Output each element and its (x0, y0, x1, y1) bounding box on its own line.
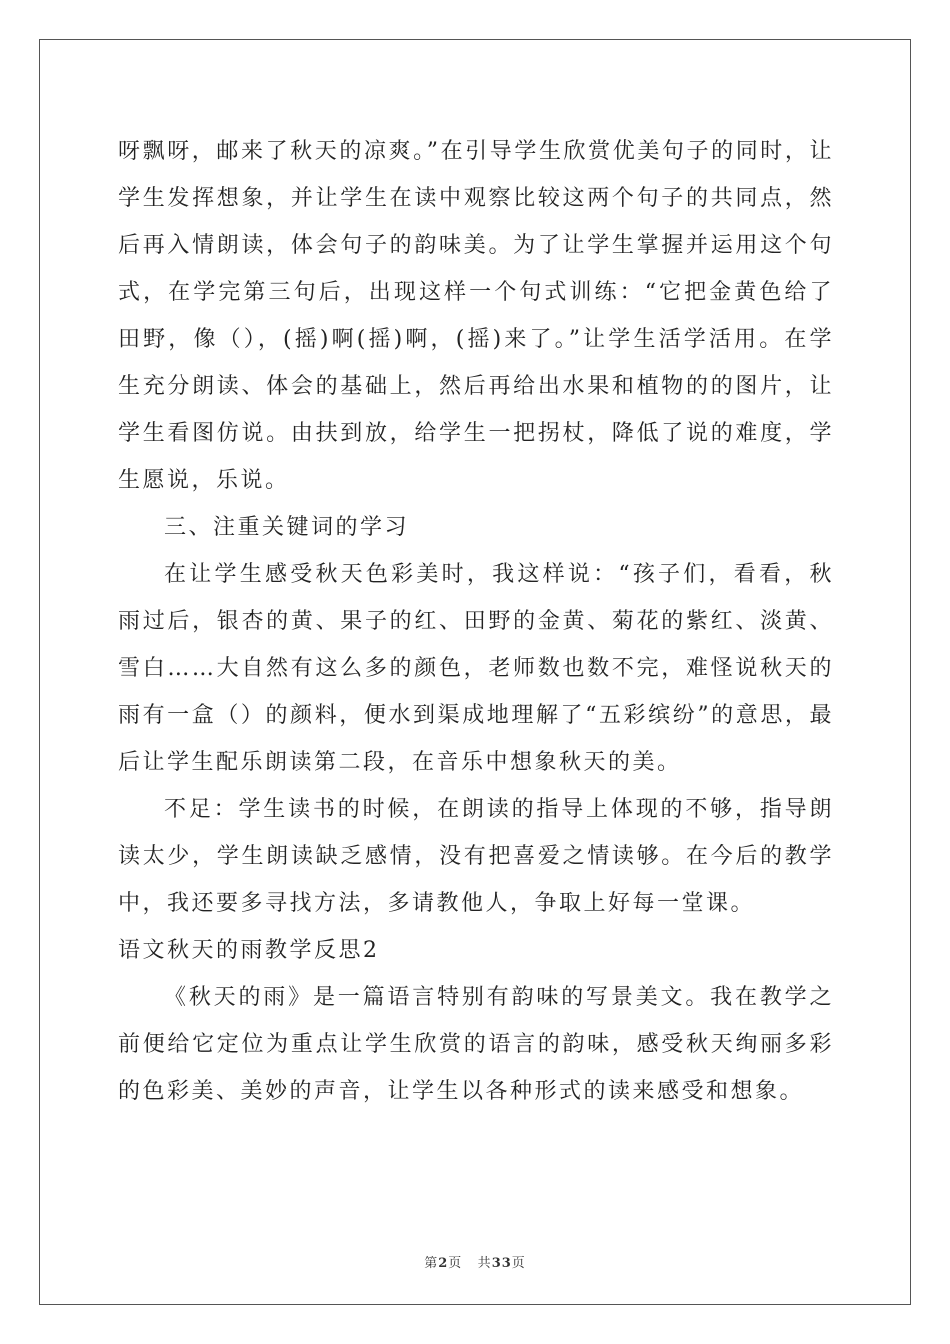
paragraph-5: 《秋天的雨》是一篇语言特别有韵味的写景美文。我在教学之前便给它定位为重点让学生欣赏的语言的韵味，感受秋天绚丽多彩的色彩美、美妙的声音，让学生以各种形式的读来感受和想象。 (118, 985, 834, 1104)
paragraph-1: 呀飘呀，邮来了秋天的凉爽。”在引导学生欣赏优美句子的同时，让学生发挥想象，并让学生在读中观察比较这两个句子的共同点，然后再入情朗读，体会句子的韵味美。为了让学生掌握并运用这个句式，在学完第三句后，出现这样一个句式训练：“它把金黄色给了田野，像（），(摇)啊(摇)啊，(摇)来了。”让学生活学活用。在学生充分朗读、体会的基础上，然后再给出水果和植物的的图片，让学生看图仿说。由扶到放，给学生一把拐杖，降低了说的难度，学生愿说，乐说。 (118, 139, 834, 493)
total-prefix: 共 (477, 1256, 492, 1271)
subheading-key-words: 三、注重关键词的学习 (164, 515, 410, 540)
paragraph-3: 在让学生感受秋天色彩美时，我这样说：“孩子们，看看，秋雨过后，银杏的黄、果子的红、田野的金黄、菊花的紫红、淡黄、雪白……大自然有这么多的颜色，老师数也数不完，难怪说秋天的雨有一盒（）的颜料，便水到渠成地理解了“五彩缤纷”的意思，最后让学生配乐朗读第二段，在音乐中想象秋天的美。 (118, 562, 834, 775)
total-pages: 33 (491, 1256, 512, 1271)
total-suffix: 页 (511, 1256, 526, 1271)
paragraph-4: 不足：学生读书的时候，在朗读的指导上体现的不够，指导朗读太少，学生朗读缺乏感情，没有把喜爱之情读够。在今后的教学中，我还要多寻找方法，多请教他人，争取上好每一堂课。 (118, 797, 834, 916)
page-footer (0, 1252, 950, 1271)
document-body (118, 128, 834, 1115)
page-number: 2 (438, 1256, 449, 1271)
page-suffix: 页 (448, 1256, 463, 1271)
page-prefix: 第 (424, 1256, 439, 1271)
section-heading: 语文秋天的雨教学反思2 (118, 938, 380, 963)
